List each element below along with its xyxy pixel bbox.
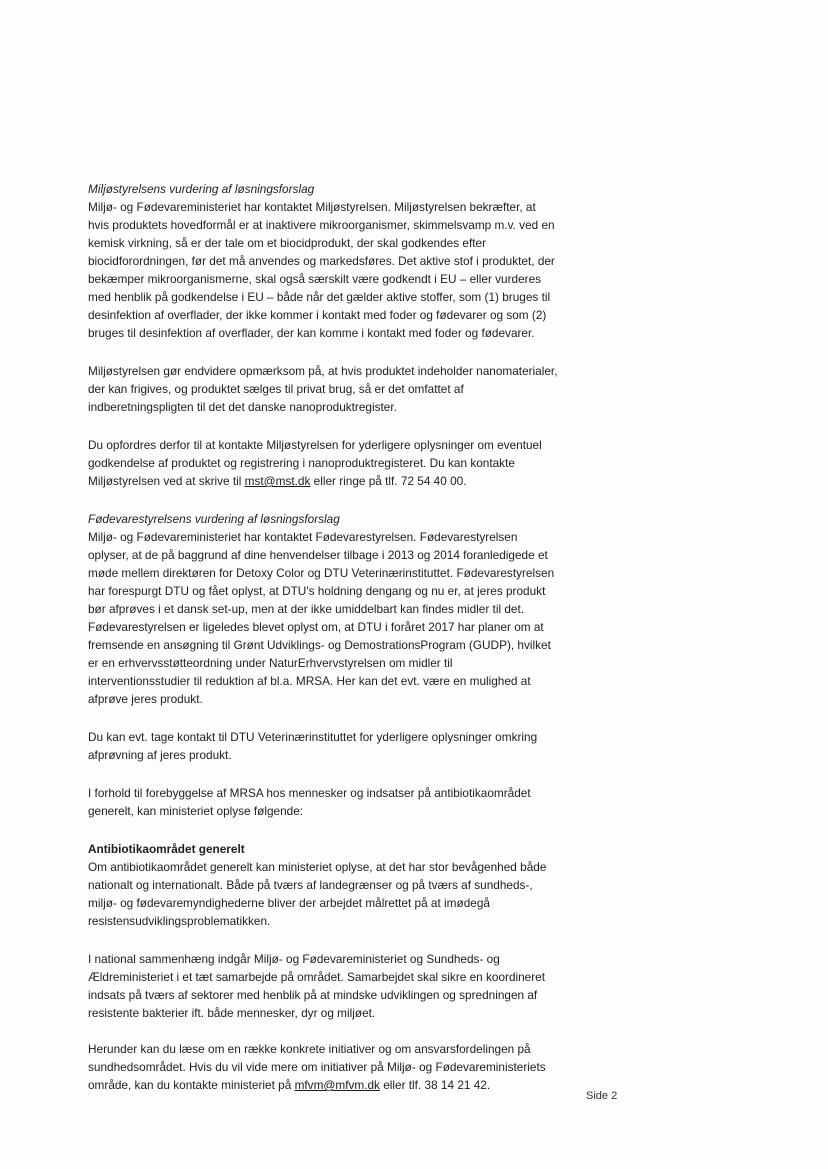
page-number: Side 2 xyxy=(586,1090,618,1102)
section-heading-fodevarestyrelsen: Fødevarestyrelsens vurdering af løsningsforslag xyxy=(88,512,340,526)
document-body xyxy=(88,180,558,1094)
paragraph: Miljø- og Fødevareministeriet har kontaktet Fødevarestyrelsen. Fødevarestyrelsen oplyser, at de på baggrund af dine henvendelser tilbage i 2013 og 2014 foranledigede et møde mellem direktøren for Detoxy Color og DTU Veterinærinstituttet. Fødevarestyrelsen har forespurgt DTU og fået oplyst, at DTU's holdning dengang og nu er, at jeres produkt bør afprøves i et dansk set-up, men at der ikke umiddelbart kan findes midler til det. Fødevarestyrelsen er ligeledes blevet oplyst om, at DTU i foråret 2017 har planer om at fremsende en ansøgning til Grønt Udviklings- og DemostrationsProgram (GUDP), hvilket er en erhvervsstøtteordning under NaturErhvervstyrelsen om midler til interventionsstudier til reduktion af bl.a. MRSA. Her kan det evt. være en mulighed at afprøve jeres produkt. xyxy=(88,530,555,706)
paragraph: I forhold til forebyggelse af MRSA hos mennesker og indsatser på antibiotikaområdet generelt, kan ministeriet oplyse følgende: xyxy=(88,786,531,818)
paragraph-text: eller ringe på tlf. 72 54 40 00. xyxy=(310,474,467,488)
section-heading-antibiotika: Antibiotikaområdet generelt xyxy=(88,842,245,856)
paragraph: Miljø- og Fødevareministeriet har kontaktet Miljøstyrelsen. Miljøstyrelsen bekræfter, at hvis produktets hovedformål er at inaktivere mikroorganismer, skimmelsvamp m.v. ved en kemisk virkning, så er der tale om et biocidprodukt, der skal godkendes efter biocidforordningen, før det må anvendes og markedsføres. Det aktive stof i produktet, der bekæmper mikroorganismerne, skal også særskilt være godkendt i EU – eller vurderes med henblik på godkendelse i EU – både når det gælder aktive stoffer, som (1) bruges til desinfektion af overflader, der ikke kommer i kontakt med foder og fødevarer og som (2) bruges til desinfektion af overflader, der kan komme i kontakt med foder og fødevarer. xyxy=(88,200,555,340)
paragraph xyxy=(88,436,558,490)
email-link-mst[interactable]: mst@mst.dk xyxy=(244,474,311,488)
paragraph-text: Du opfordres derfor til at kontakte Miljøstyrelsen for yderligere oplysninger om eventuel godkendelse af produktet og registrering i nanoproduktregisteret. Du kan kontakte Miljøstyrelsen ved at skrive til xyxy=(88,438,542,488)
paragraph: Du kan evt. tage kontakt til DTU Veterinærinstituttet for yderligere oplysninger omkring afprøvning af jeres produkt. xyxy=(88,730,538,762)
section-heading-miljostyrelsen: Miljøstyrelsens vurdering af løsningsforslag xyxy=(88,182,315,196)
paragraph-text: eller tlf. 38 14 21 42. xyxy=(379,1078,491,1092)
paragraph: Miljøstyrelsen gør endvidere opmærksom på, at hvis produktet indeholder nanomaterialer, der kan frigives, og produktet sælges til privat brug, så er det omfattet af indberetningspligten til det det danske nanoproduktregister. xyxy=(88,364,558,414)
paragraph xyxy=(88,1040,558,1094)
paragraph-text: Herunder kan du læse om en række konkrete initiativer og om ansvarsfordelingen på sundhedsområdet. Hvis du vil vide mere om initiativer på Miljø- og Fødevareministeriets område, kan du kontakte ministeriet på xyxy=(88,1042,546,1092)
paragraph: I national sammenhæng indgår Miljø- og Fødevareministeriet og Sundheds- og Ældreministeriet i et tæt samarbejde på området. Samarbejdet skal sikre en koordineret indsats på tværs af sektorer med henblik på at mindske udviklingen og spredningen af resistente bakterier ift. både mennesker, dyr og miljøet. xyxy=(88,952,546,1020)
email-link-mfvm[interactable]: mfvm@mfvm.dk xyxy=(294,1078,380,1092)
paragraph: Om antibiotikaområdet generelt kan ministeriet oplyse, at det har stor bevågenhed både nationalt og internationalt. Både på tværs af landegrænser og på tværs af sundheds-, miljø- og fødevaremyndighederne bliver der arbejdet målrettet på at imødegå resistensudviklingsproblematikken. xyxy=(88,860,547,928)
